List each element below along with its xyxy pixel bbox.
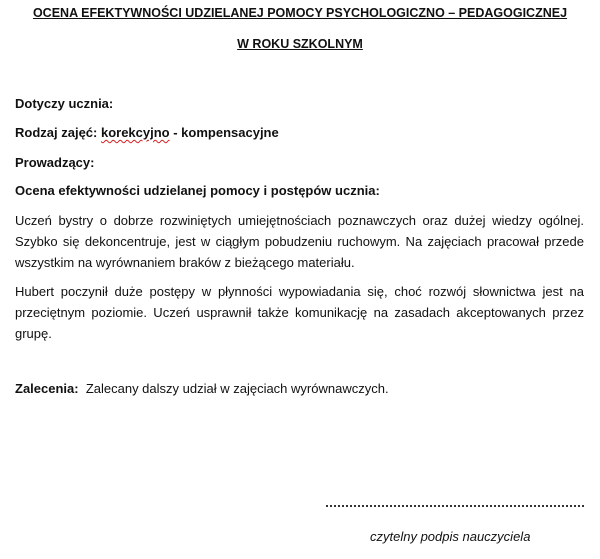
instructor-field [15, 155, 94, 170]
signature-label: czytelny podpis nauczyciela [370, 529, 531, 544]
evaluation-paragraph-2: Hubert poczynił duże postępy w płynności wypowiadania się, choć rozwój słownictwa jest na przeciętnym poziomie. Uczeń usprawnił także komunikację na zasadach akceptowanych przez grupę. [15, 284, 584, 341]
evaluation-label: Ocena efektywności udzielanej pomocy i postępów ucznia: [15, 183, 380, 198]
document-title-line-1: OCENA EFEKTYWNOŚCI UDZIELANEJ POMOCY PSYCHOLOGICZNO – PEDAGOGICZNEJ [32, 6, 568, 20]
student-label: Dotyczy ucznia: [15, 96, 114, 111]
class-type-value-misspelled: korekcyjno [100, 125, 170, 140]
document-title-line-2: W ROKU SZKOLNYM [237, 37, 363, 51]
evaluation-heading [15, 183, 380, 198]
signature-line [326, 505, 584, 507]
student-field [15, 96, 113, 111]
recommendations-label: Zalecenia: [15, 381, 79, 396]
recommendations-text: Zalecany dalszy udział w zajęciach wyrównawczych. [78, 381, 389, 396]
class-type-value-rest: - kompensacyjne [169, 125, 279, 140]
recommendations [15, 381, 389, 396]
instructor-label: Prowadzący: [15, 155, 95, 170]
evaluation-paragraph-1: Uczeń bystry o dobrze rozwiniętych umiejętnościach poznawczych oraz dużej wiedzy ogólnej. Szybko się dekoncentruje, jest w ciągłym pobudzeniu ruchowym. Na zajęciach pracował przede wszystkim na wyrównaniem braków z bieżącego materiału. [15, 213, 584, 270]
class-type-label: Rodzaj zajęć: [15, 125, 101, 140]
class-type-field [15, 125, 279, 140]
